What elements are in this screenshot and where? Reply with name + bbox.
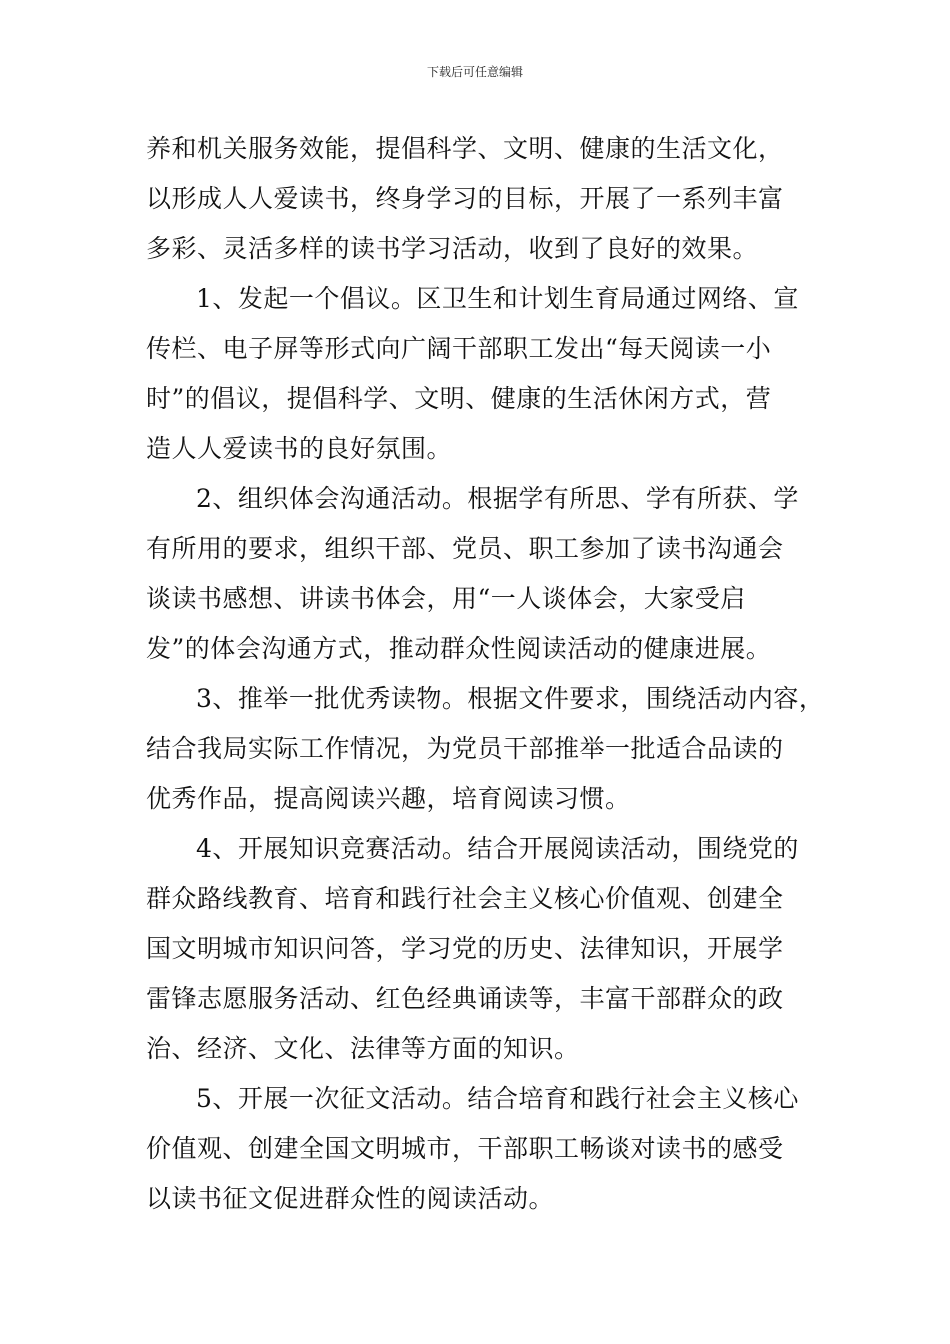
text-line: 群众路线教育、培育和践行社会主义核心价值观、创建全 xyxy=(146,884,784,913)
text-line: 2、组织体会沟通活动。根据学有所思、学有所获、学 xyxy=(196,484,799,513)
text-line: 造人人爱读书的良好氛围。 xyxy=(146,434,453,463)
text-line: 1、发起一个倡议。区卫生和计划生育局通过网络、宣 xyxy=(196,284,799,313)
text-line: 发”的体会沟通方式，推动群众性阅读活动的健康进展。 xyxy=(146,634,772,663)
text-line: 谈读书感想、讲读书体会，用“一人谈体会，大家受启 xyxy=(146,584,746,613)
text-line: 优秀作品，提高阅读兴趣，培育阅读习惯。 xyxy=(146,784,631,813)
text-line: 价值观、创建全国文明城市，干部职工畅谈对读书的感受 xyxy=(146,1134,784,1163)
paragraph-item-1 xyxy=(146,274,822,474)
text-line: 时”的倡议，提倡科学、文明、健康的生活休闲方式，营 xyxy=(146,384,772,413)
document-body xyxy=(146,124,825,1224)
paragraph-item-4 xyxy=(146,824,822,1074)
paragraph-item-2 xyxy=(146,474,822,674)
text-line: 国文明城市知识问答，学习党的历史、法律知识，开展学 xyxy=(146,934,784,963)
text-line: 多彩、灵活多样的读书学习活动，收到了良好的效果。 xyxy=(146,234,759,263)
text-line: 4、开展知识竞赛活动。结合开展阅读活动，围绕党的 xyxy=(196,834,799,863)
text-line: 5、开展一次征文活动。结合培育和践行社会主义核心 xyxy=(196,1084,799,1113)
paragraph-item-3 xyxy=(146,674,825,824)
page-header: 下载后可任意编辑 xyxy=(426,65,523,79)
text-line: 以读书征文促进群众性的阅读活动。 xyxy=(146,1184,555,1213)
paragraph-intro xyxy=(146,124,822,274)
text-line: 以形成人人爱读书，终身学习的目标，开展了一系列丰富 xyxy=(146,184,784,213)
text-line: 传栏、电子屏等形式向广阔干部职工发出“每天阅读一小 xyxy=(146,334,772,363)
text-line: 结合我局实际工作情况，为党员干部推举一批适合品读的 xyxy=(146,734,784,763)
text-line: 3、推举一批优秀读物。根据文件要求，围绕活动内容， xyxy=(196,684,825,713)
text-line: 有所用的要求，组织干部、党员、职工参加了读书沟通会 xyxy=(146,534,784,563)
paragraph-item-5 xyxy=(146,1074,822,1224)
text-line: 养和机关服务效能，提倡科学、文明、健康的生活文化， xyxy=(146,134,784,163)
text-line: 雷锋志愿服务活动、红色经典诵读等，丰富干部群众的政 xyxy=(146,984,784,1013)
text-line: 治、经济、文化、法律等方面的知识。 xyxy=(146,1034,580,1063)
